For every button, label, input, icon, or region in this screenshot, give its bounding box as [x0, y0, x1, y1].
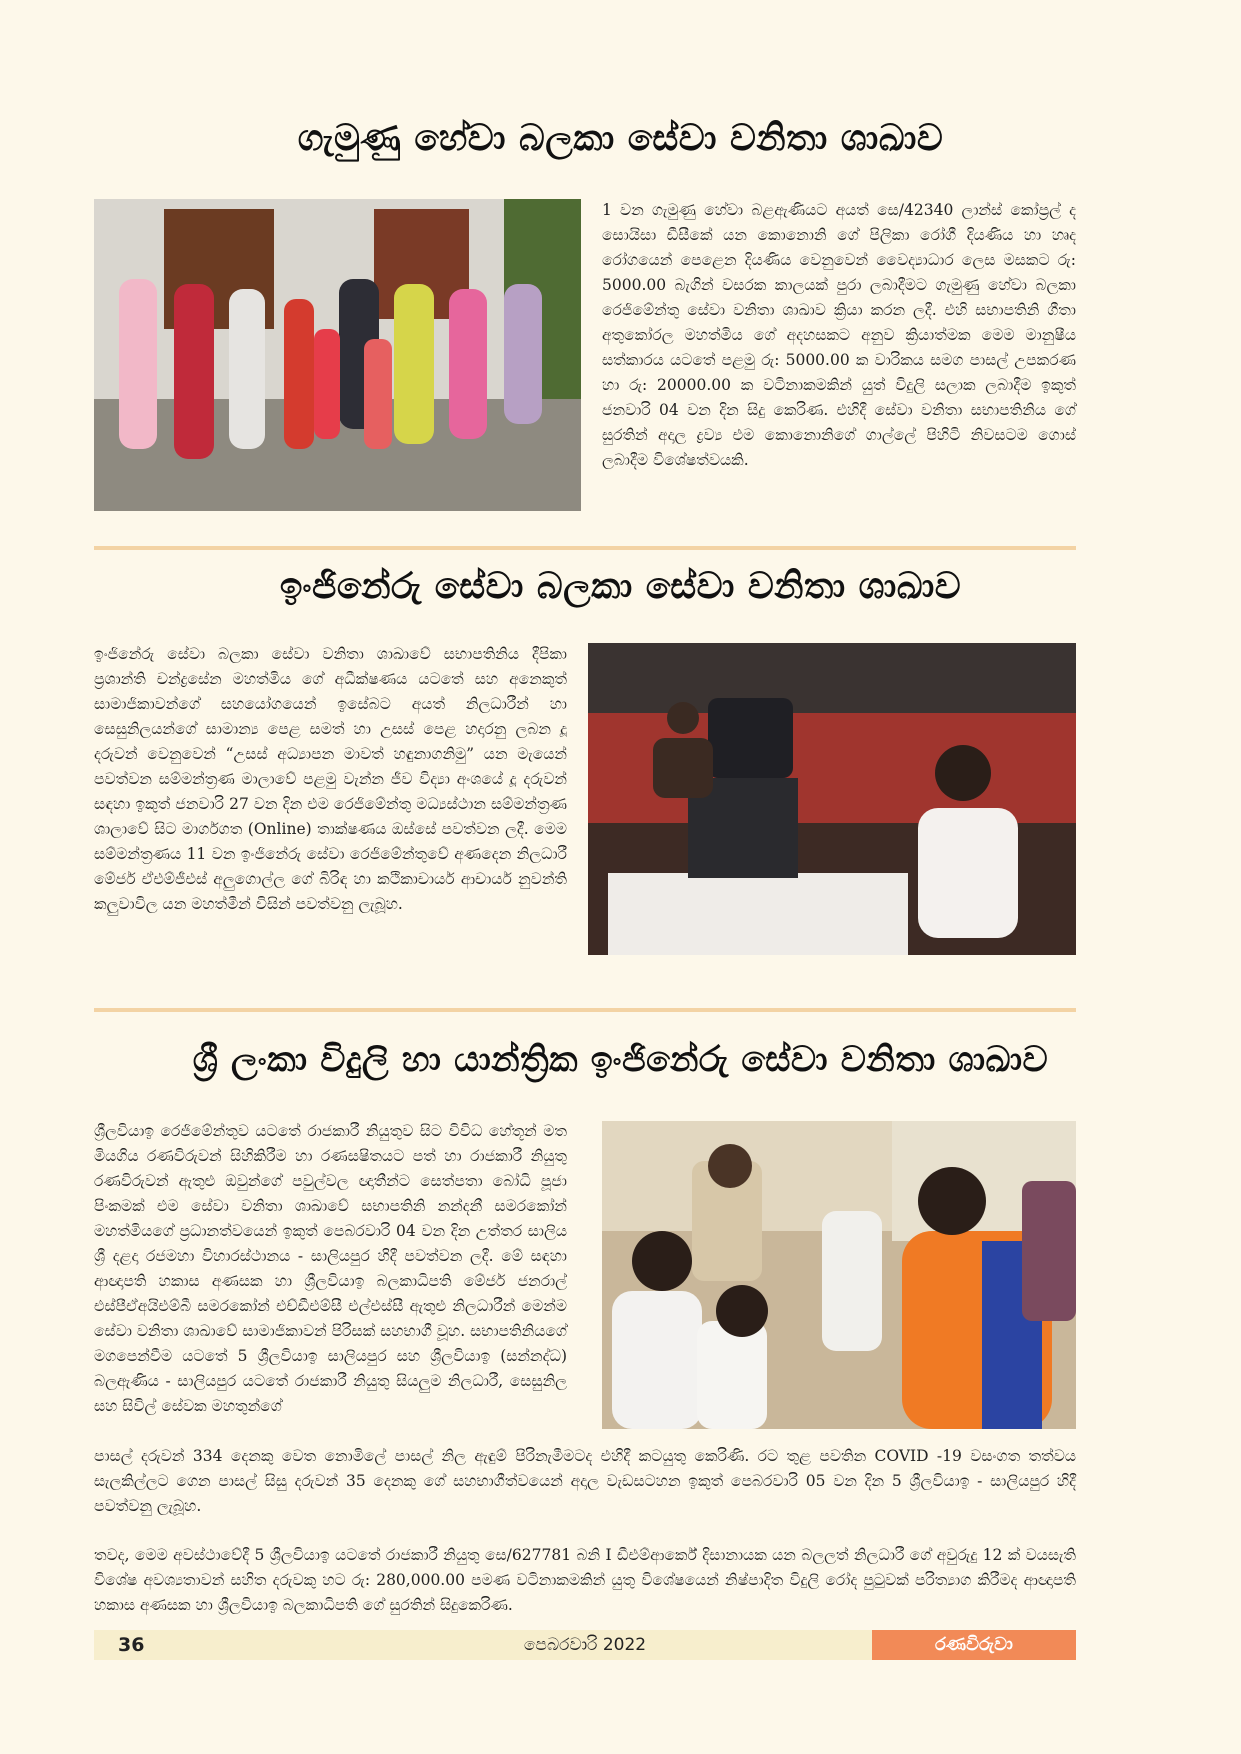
page-number: 36 [118, 1634, 145, 1656]
section-2-body: ඉංජිනේරු සේවා බලකා සේවා වනිතා ශාඛාවේ සභාපතිනිය දීපිකා ප්‍රශාන්ති චන්ද්‍රසේන මහත්මිය ගේ අධීක්ෂණය යටතේ සහ අනෙකුත් සාමාජිකාවන්ගේ සහයෝගයෙන් ඉසේබට අයත් නිලධාරීන් හා සෙසුනිලයන්ගේ සාමාන්‍ය පෙළ සමත් හා උසස් පෙළ හදාරනු ලබන දූ දරුවන් වෙනුවෙන් “උසස් අධ්‍යාපන මාවත් හඳුනාගනිමු” යන මැයෙන් පවත්වන සම්මන්ත්‍රණ මාලාවේ පළමු වැන්න ජීව විද්‍යා අංශයේ දූ දරුවන් සඳහා ඉකුත් ජනවාරි 27 වන දින එම රෙජිමේන්තු මධ්‍යස්ථාන සම්මන්ත්‍රණ ශාලාවේ සිට මාර්ගගත (Online) තාක්ෂණය ඔස්සේ පවත්වන ලදී. මෙම සම්මන්ත්‍රණය 11 වන ඉංජිනේරු සේවා රෙජිමේන්තුවේ අණදෙන නිලධාරී මේජර් ඒඑම්ජීඑස් අලුගොල්ල ගේ බිරිඳ හා කථිකාචාර්ය ආචාර්ය නුවන්ති කලුවාවිල යන මහත්මීන් විසින් පවත්වනු ලැබූහ. [94, 645, 567, 913]
section-2-title: ඉංජිනේරු සේවා බලකා සේවා වනිතා ශාඛාව [279, 566, 962, 607]
magazine-name: රණවිරුවා [872, 1630, 1076, 1660]
group-photo-image [94, 199, 581, 511]
section-3-body-continued: පාසල් දරුවන් 334 දෙනකු වෙත නොමිලේ පාසල් නිල ඇඳුම් පිරිනැමීමටද එහිදී කටයුතු කෙරිණි. රට තුළ පවතින COVID -19 වසංගත තත්වය සැලකිල්ලට ගෙන පාසල් සිසු දරුවන් 35 දෙනකු ගේ සහභාගීත්වයෙන් අදාල වැඩසටහන ඉකුත් පෙබරවාරි 05 වන දින 5 ශ්‍රීලවියාඉ - සාලියපුර හිදී පවත්වනු ලැබූහ. [94, 1447, 1076, 1515]
group-photo [94, 199, 581, 511]
section-3-extra-paragraph: තවද, මෙම අවස්ථාවේදී 5 ශ්‍රීලවියාඉ යටතේ රාජකාරී නියුතු සෙ/627781 බනි I ඩීඑම්ආර්කේ දිසානායක යන බලලත් නිලධාරී ගේ අවුරුදු 12 ක් වයසැති විශේෂ අවශ්‍යතාවන් සහිත දරුවකු හට රු: 280,000.00 පමණ වටිනාකමකින් යුතු විශේෂයෙන් නිෂ්පාදිත විදුලි රෝද පුටුවක් පරිත්‍යාග කිරීමද ආඥාපති හකාස අණසක හා ශ්‍රීලවියාඉ බලකාධිපති ගේ සුරතින් සිදුකෙරිණ. [94, 1546, 1076, 1614]
section-3-title: ශ්‍රී ලංකා විදුලි හා යාන්ත්‍රික ඉංජිනේරු සේවා වනිතා ශාඛාව [192, 1040, 1049, 1080]
school-event-photo-image [602, 1121, 1076, 1429]
seminar-photo [588, 643, 1076, 955]
seminar-photo-image [588, 643, 1076, 955]
section-3-body: ශ්‍රීලවියාඉ රෙජිමේන්තුව යටතේ රාජකාරී නියුතුව සිට විවිධ හේතූන් මත මියගිය රණවිරුවන් සිහිකිරීම හා රණසෂිතයට පත් හා රාජකාරී නියුතු රණවිරුවන් ඇතුළු ඔවුන්ගේ පවුල්වල ඥාතීන්ට සෙත්පතා බෝධි පූජා පිංකමක් එම සේවා වනිතා ශාඛාවේ සභාපතිනි නන්දනී සමරකෝන් මහත්මියගේ ප්‍රධානත්වයෙන් ඉකුත් පෙබරවාරි 04 වන දින උත්තර සාලිය ශ්‍රී දළදා රජමහා විහාරස්ථානය - සාලියපුර හිදී පවත්වන ලදී. මේ සඳහා ආඥාපති හකාස අණසක හා ශ්‍රීලවියාඉ බලකාධිපති මේජර් ජනරාල් එස්පීඒඅයිඑම්බී සමරකෝන් එච්ඩීඑම්සී එල්එස්සී ඇතුළු නිලධාරීන් මෙන්ම සේවා වනිතා ශාඛාවේ සාමාජිකාවන් පිරිසක් සහභාගී වූහ. සභාපතිනියගේ මගපෙන්වීම යටතේ 5 ශ්‍රීලවියාඉ සාලියපුර සහ ශ්‍රීලවියාඉ (සන්නද්ධ) බලඇණිය - සාලියපුර යටතේ රාජකාරී නියුතු සියලුම නිලධාරී, සෙසුනිල සහ සිවිල් සේවක මහතුන්ගේ [94, 1122, 567, 1415]
section-1-title: ගැමුණු හේවා බලකා සේවා වනිතා ශාඛාව [297, 118, 944, 159]
issue-date: පෙබරවාරි 2022 [523, 1635, 647, 1655]
school-event-photo [602, 1121, 1076, 1429]
page-footer [94, 1630, 1076, 1660]
section-1-body: 1 වන ගැමුණු හේවා බළඇණියට අයත් සෙ/42340 ලාන්ස් කෝප්‍රල් ද සොයිසා ඩීසීකේ යන කොනොනි ගේ පිලිකා රෝගී දියණිය හා හෘද රෝගයෙන් පෙළෙන දියණිය වෙනුවෙන් වෛද්‍යාධාර ලෙස මසකට රු: 5000.00 බැගින් වසරක කාලයක් පුරා ලබාදීමට ගැමුණු හේවා බලකා රෙජිමේන්තු සේවා වනිතා ශාඛාව ක්‍රියා කරන ලදී. එහි සභාපතිනි ගීතා අතුකෝරල මහත්මිය ගේ අදහසකට අනුව ක්‍රියාත්මක මෙම මානුෂීය සත්කාරය යටතේ පළමු රු: 5000.00 ක වාරිකය සමග පාසල් උපකරණ හා රු: 20000.00 ක වටිනාකමකින් යුත් විදුලි සලාක ලබාදීම ඉකුත් ජනවාරි 04 වන දින සිදු කෙරිණ. එහිදී සේවා වනිතා සභාපතිනිය ගේ සුරතින් අදාල ද්‍රව්‍ය එම කොනොනිගේ ගාල්ලේ පිහිටි නිවසටම ගොස් ලබාදීම විශේෂත්වයකි. [602, 201, 1076, 469]
section-divider-2 [94, 1008, 1076, 1012]
section-divider-1 [94, 546, 1076, 550]
